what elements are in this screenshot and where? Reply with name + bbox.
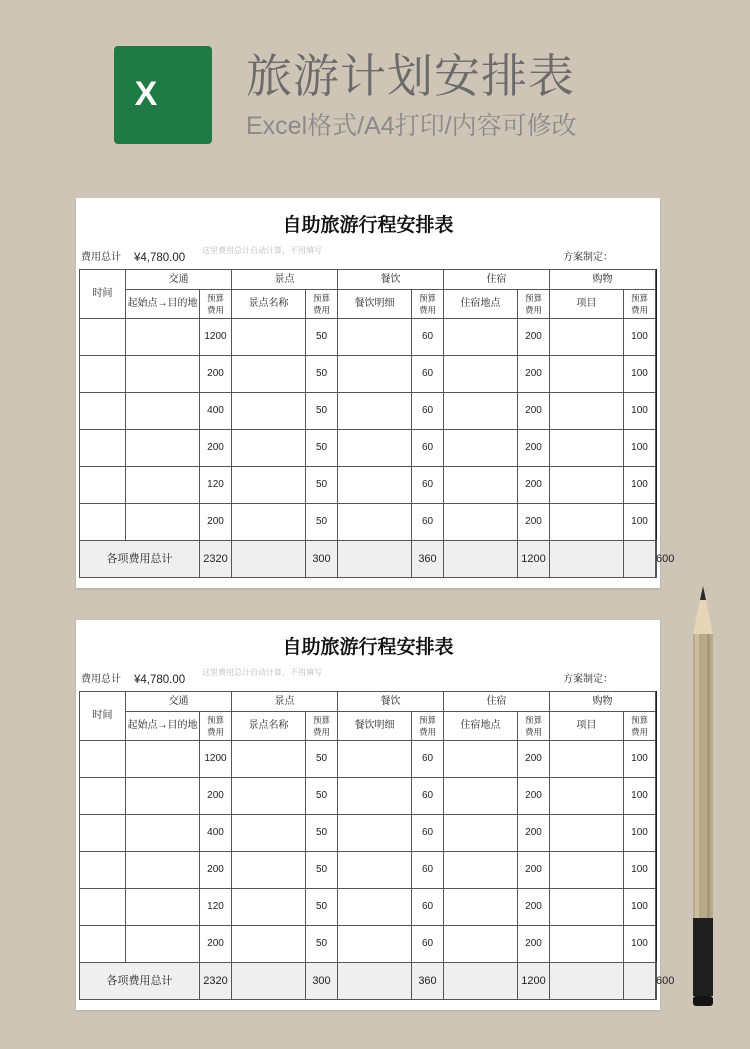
table-row (80, 319, 657, 356)
budget-label-line2: 费用 (206, 305, 224, 315)
shopping-detail-cell[interactable] (550, 741, 624, 778)
scenic-budget-cell[interactable]: 50 (306, 467, 338, 504)
transport-detail-cell[interactable] (126, 319, 200, 356)
time-cell[interactable] (80, 319, 126, 356)
dining-budget-cell[interactable]: 60 (412, 319, 444, 356)
transport-budget-cell[interactable]: 200 (200, 504, 232, 541)
transport-detail-cell[interactable] (126, 741, 200, 778)
table-row (80, 356, 657, 393)
cost-total-amount[interactable]: ¥4,780.00 (134, 674, 186, 686)
dining-detail-cell[interactable] (338, 504, 412, 541)
dining-total-cell: 360 (412, 541, 444, 578)
totals-spacer-cell (444, 541, 518, 578)
col-scenic-budget (306, 712, 338, 741)
col-transport: 交通 (126, 692, 232, 712)
pencil-icon (693, 586, 713, 1006)
lodging-budget-cell[interactable]: 200 (518, 741, 550, 778)
totals-spacer-cell (550, 963, 624, 1000)
itinerary-table (79, 691, 675, 1000)
col-shopping: 购物 (550, 692, 656, 712)
transport-budget-cell[interactable]: 1200 (200, 319, 232, 356)
dining-total-cell: 360 (412, 963, 444, 1000)
dining-budget-cell[interactable]: 60 (412, 889, 444, 926)
transport-detail-cell[interactable] (126, 504, 200, 541)
transport-budget-cell[interactable]: 400 (200, 815, 232, 852)
shopping-budget-cell[interactable]: 100 (624, 815, 656, 852)
transport-budget-cell[interactable]: 120 (200, 889, 232, 926)
dining-detail-cell[interactable] (338, 889, 412, 926)
scenic-budget-cell[interactable]: 50 (306, 852, 338, 889)
itinerary-table (79, 269, 675, 578)
dining-detail-cell[interactable] (338, 778, 412, 815)
col-scenic: 景点 (232, 692, 338, 712)
transport-budget-cell[interactable]: 1200 (200, 741, 232, 778)
cost-total-label: 费用总计 (81, 674, 121, 685)
time-cell[interactable] (80, 889, 126, 926)
shopping-detail-cell[interactable] (550, 430, 624, 467)
scenic-budget-cell[interactable]: 50 (306, 741, 338, 778)
scenic-detail-cell[interactable] (232, 467, 306, 504)
totals-spacer-cell (338, 541, 412, 578)
scenic-detail-cell[interactable] (232, 393, 306, 430)
shopping-budget-cell[interactable]: 100 (624, 778, 656, 815)
transport-budget-cell[interactable]: 400 (200, 393, 232, 430)
transport-budget-cell[interactable]: 200 (200, 926, 232, 963)
lodging-detail-cell[interactable] (444, 889, 518, 926)
budget-label-line1: 预算 (312, 715, 330, 725)
col-lodging-place: 住宿地点 (444, 712, 518, 741)
lodging-detail-cell[interactable] (444, 356, 518, 393)
excel-logo-letter: X (134, 75, 158, 113)
time-cell[interactable] (80, 356, 126, 393)
scenic-budget-cell[interactable]: 50 (306, 393, 338, 430)
dining-detail-cell[interactable] (338, 926, 412, 963)
time-cell[interactable] (80, 393, 126, 430)
time-cell[interactable] (80, 430, 126, 467)
budget-label-line2: 费用 (206, 727, 224, 737)
lodging-total-cell: 1200 (518, 541, 550, 578)
transport-detail-cell[interactable] (126, 778, 200, 815)
transport-detail-cell[interactable] (126, 852, 200, 889)
planner-label: 方案制定： (563, 252, 613, 263)
col-lodging: 住宿 (444, 692, 550, 712)
lodging-detail-cell[interactable] (444, 852, 518, 889)
lodging-detail-cell[interactable] (444, 393, 518, 430)
col-lodging: 住宿 (444, 270, 550, 290)
totals-label: 各项费用总计 (80, 963, 200, 1000)
excel-logo-icon (114, 46, 212, 144)
scenic-detail-cell[interactable] (232, 319, 306, 356)
auto-calc-note: 这里费用总计自动计算，不用填写 (202, 246, 322, 255)
dining-budget-cell[interactable]: 60 (412, 778, 444, 815)
shopping-budget-cell[interactable]: 100 (624, 319, 656, 356)
budget-label-line1: 预算 (630, 715, 648, 725)
table-row (80, 815, 657, 852)
lodging-budget-cell[interactable]: 200 (518, 430, 550, 467)
lodging-budget-cell[interactable]: 200 (518, 393, 550, 430)
dining-detail-cell[interactable] (338, 319, 412, 356)
lodging-total-cell: 1200 (518, 963, 550, 1000)
shopping-detail-cell[interactable] (550, 926, 624, 963)
shopping-total-cell: 600 (656, 963, 657, 1000)
col-lodging-place: 住宿地点 (444, 290, 518, 319)
col-transport-budget (200, 712, 232, 741)
shopping-budget-cell[interactable]: 100 (624, 430, 656, 467)
budget-label-line2: 费用 (630, 727, 648, 737)
shopping-detail-cell[interactable] (550, 467, 624, 504)
scenic-detail-cell[interactable] (232, 778, 306, 815)
dining-detail-cell[interactable] (338, 393, 412, 430)
page-subtitle: Excel格式/A4打印/内容可修改 (246, 112, 577, 140)
budget-label-line1: 预算 (524, 715, 542, 725)
lodging-budget-cell[interactable]: 200 (518, 319, 550, 356)
budget-label-line2: 费用 (312, 727, 330, 737)
table-row (80, 778, 657, 815)
col-shopping-item: 项目 (550, 712, 624, 741)
col-scenic-name: 景点名称 (232, 712, 306, 741)
excel-logo-grid (166, 64, 202, 126)
col-dining-budget (412, 290, 444, 319)
scenic-detail-cell[interactable] (232, 889, 306, 926)
scenic-budget-cell[interactable]: 50 (306, 926, 338, 963)
time-cell[interactable] (80, 926, 126, 963)
budget-label-line2: 费用 (630, 305, 648, 315)
lodging-budget-cell[interactable]: 200 (518, 889, 550, 926)
lodging-detail-cell[interactable] (444, 504, 518, 541)
dining-budget-cell[interactable]: 60 (412, 356, 444, 393)
dining-budget-cell[interactable]: 60 (412, 926, 444, 963)
budget-label-line2: 费用 (524, 305, 542, 315)
dining-detail-cell[interactable] (338, 430, 412, 467)
totals-spacer-cell (232, 963, 306, 1000)
col-transport-budget (200, 290, 232, 319)
scenic-budget-cell[interactable]: 50 (306, 778, 338, 815)
col-scenic-budget (306, 290, 338, 319)
totals-spacer-cell (624, 541, 656, 578)
col-scenic-name: 景点名称 (232, 290, 306, 319)
time-cell[interactable] (80, 467, 126, 504)
table-row (80, 504, 657, 541)
totals-spacer-cell (338, 963, 412, 1000)
auto-calc-note: 这里费用总计自动计算，不用填写 (202, 668, 322, 677)
scenic-budget-cell[interactable]: 50 (306, 815, 338, 852)
scenic-budget-cell[interactable]: 50 (306, 319, 338, 356)
col-dining: 餐饮 (338, 692, 444, 712)
dining-budget-cell[interactable]: 60 (412, 815, 444, 852)
transport-budget-cell[interactable]: 120 (200, 467, 232, 504)
lodging-budget-cell[interactable]: 200 (518, 815, 550, 852)
table-row (80, 393, 657, 430)
col-scenic: 景点 (232, 270, 338, 290)
planner-label: 方案制定： (563, 674, 613, 685)
transport-budget-cell[interactable]: 200 (200, 430, 232, 467)
scenic-total-cell: 300 (306, 541, 338, 578)
lodging-budget-cell[interactable]: 200 (518, 926, 550, 963)
dining-budget-cell[interactable]: 60 (412, 393, 444, 430)
transport-detail-cell[interactable] (126, 393, 200, 430)
lodging-detail-cell[interactable] (444, 778, 518, 815)
table-row (80, 430, 657, 467)
time-cell[interactable] (80, 852, 126, 889)
budget-label-line1: 预算 (206, 293, 224, 303)
scenic-detail-cell[interactable] (232, 926, 306, 963)
transport-detail-cell[interactable] (126, 926, 200, 963)
sheet-title: 自助旅游行程安排表 (282, 637, 454, 658)
transport-total-cell: 2320 (200, 541, 232, 578)
scenic-budget-cell[interactable]: 50 (306, 356, 338, 393)
shopping-budget-cell[interactable]: 100 (624, 393, 656, 430)
table-row (80, 467, 657, 504)
page-title: 旅游计划安排表 (246, 50, 575, 102)
sheet-title: 自助旅游行程安排表 (282, 215, 454, 236)
table-row (80, 889, 657, 926)
shopping-budget-cell[interactable]: 100 (624, 852, 656, 889)
totals-row (80, 541, 657, 578)
shopping-budget-cell[interactable]: 100 (624, 741, 656, 778)
col-lodging-budget (518, 712, 550, 741)
shopping-detail-cell[interactable] (550, 778, 624, 815)
time-cell[interactable] (80, 504, 126, 541)
header-row-sub (80, 712, 657, 741)
time-cell[interactable] (80, 741, 126, 778)
transport-detail-cell[interactable] (126, 889, 200, 926)
totals-row (80, 963, 657, 1000)
shopping-detail-cell[interactable] (550, 393, 624, 430)
totals-spacer-cell (444, 963, 518, 1000)
col-time: 时间 (80, 692, 126, 741)
lodging-detail-cell[interactable] (444, 815, 518, 852)
lodging-budget-cell[interactable]: 200 (518, 778, 550, 815)
dining-budget-cell[interactable]: 60 (412, 504, 444, 541)
shopping-budget-cell[interactable]: 100 (624, 467, 656, 504)
cost-total-label: 费用总计 (81, 252, 121, 263)
scenic-total-cell: 300 (306, 963, 338, 1000)
transport-total-cell: 2320 (200, 963, 232, 1000)
table-row (80, 741, 657, 778)
budget-label-line1: 预算 (524, 293, 542, 303)
col-transport-route: 起始点→目的地 (126, 712, 200, 741)
scenic-budget-cell[interactable]: 50 (306, 430, 338, 467)
shopping-detail-cell[interactable] (550, 356, 624, 393)
transport-detail-cell[interactable] (126, 815, 200, 852)
col-shopping-item: 项目 (550, 290, 624, 319)
dining-detail-cell[interactable] (338, 356, 412, 393)
col-shopping: 购物 (550, 270, 656, 290)
col-lodging-budget (518, 290, 550, 319)
shopping-detail-cell[interactable] (550, 504, 624, 541)
transport-detail-cell[interactable] (126, 356, 200, 393)
budget-label-line2: 费用 (418, 727, 436, 737)
scenic-detail-cell[interactable] (232, 430, 306, 467)
dining-budget-cell[interactable]: 60 (412, 467, 444, 504)
transport-budget-cell[interactable]: 200 (200, 852, 232, 889)
dining-budget-cell[interactable]: 60 (412, 430, 444, 467)
shopping-total-cell: 600 (656, 541, 657, 578)
transport-budget-cell[interactable]: 200 (200, 778, 232, 815)
budget-label-line1: 预算 (312, 293, 330, 303)
transport-detail-cell[interactable] (126, 467, 200, 504)
dining-budget-cell[interactable]: 60 (412, 852, 444, 889)
shopping-detail-cell[interactable] (550, 889, 624, 926)
lodging-budget-cell[interactable]: 200 (518, 467, 550, 504)
transport-detail-cell[interactable] (126, 430, 200, 467)
budget-label-line1: 预算 (418, 293, 436, 303)
shopping-budget-cell[interactable]: 100 (624, 504, 656, 541)
shopping-detail-cell[interactable] (550, 852, 624, 889)
col-transport-route: 起始点→目的地 (126, 290, 200, 319)
totals-label: 各项费用总计 (80, 541, 200, 578)
header-row-groups (80, 270, 657, 290)
lodging-detail-cell[interactable] (444, 430, 518, 467)
lodging-budget-cell[interactable]: 200 (518, 504, 550, 541)
totals-spacer-cell (624, 963, 656, 1000)
lodging-detail-cell[interactable] (444, 319, 518, 356)
budget-label-line1: 预算 (206, 715, 224, 725)
col-dining-budget (412, 712, 444, 741)
header-row-sub (80, 290, 657, 319)
col-shopping-budget (624, 290, 656, 319)
scenic-detail-cell[interactable] (232, 356, 306, 393)
spreadsheet-preview-1 (76, 198, 675, 588)
lodging-detail-cell[interactable] (444, 467, 518, 504)
col-dining-detail: 餐饮明细 (338, 712, 412, 741)
dining-detail-cell[interactable] (338, 815, 412, 852)
scenic-budget-cell[interactable]: 50 (306, 889, 338, 926)
col-dining: 餐饮 (338, 270, 444, 290)
col-transport: 交通 (126, 270, 232, 290)
col-dining-detail: 餐饮明细 (338, 290, 412, 319)
spreadsheet-preview-2 (76, 620, 675, 1010)
scenic-detail-cell[interactable] (232, 741, 306, 778)
dining-detail-cell[interactable] (338, 741, 412, 778)
table-row (80, 926, 657, 963)
table-row (80, 852, 657, 889)
totals-spacer-cell (232, 541, 306, 578)
dining-detail-cell[interactable] (338, 852, 412, 889)
shopping-detail-cell[interactable] (550, 815, 624, 852)
transport-budget-cell[interactable]: 200 (200, 356, 232, 393)
cost-total-amount[interactable]: ¥4,780.00 (134, 252, 186, 264)
shopping-detail-cell[interactable] (550, 319, 624, 356)
budget-label-line2: 费用 (418, 305, 436, 315)
budget-label-line2: 费用 (312, 305, 330, 315)
budget-label-line1: 预算 (418, 715, 436, 725)
scenic-detail-cell[interactable] (232, 852, 306, 889)
shopping-budget-cell[interactable]: 100 (624, 926, 656, 963)
col-time: 时间 (80, 270, 126, 319)
scenic-budget-cell[interactable]: 50 (306, 504, 338, 541)
shopping-budget-cell[interactable]: 100 (624, 356, 656, 393)
scenic-detail-cell[interactable] (232, 815, 306, 852)
lodging-budget-cell[interactable]: 200 (518, 852, 550, 889)
dining-budget-cell[interactable]: 60 (412, 741, 444, 778)
col-shopping-budget (624, 712, 656, 741)
shopping-budget-cell[interactable]: 100 (624, 889, 656, 926)
lodging-budget-cell[interactable]: 200 (518, 356, 550, 393)
lodging-detail-cell[interactable] (444, 926, 518, 963)
budget-label-line2: 费用 (524, 727, 542, 737)
header-row-groups (80, 692, 657, 712)
totals-spacer-cell (550, 541, 624, 578)
time-cell[interactable] (80, 815, 126, 852)
scenic-detail-cell[interactable] (232, 504, 306, 541)
lodging-detail-cell[interactable] (444, 741, 518, 778)
budget-label-line1: 预算 (630, 293, 648, 303)
time-cell[interactable] (80, 778, 126, 815)
dining-detail-cell[interactable] (338, 467, 412, 504)
